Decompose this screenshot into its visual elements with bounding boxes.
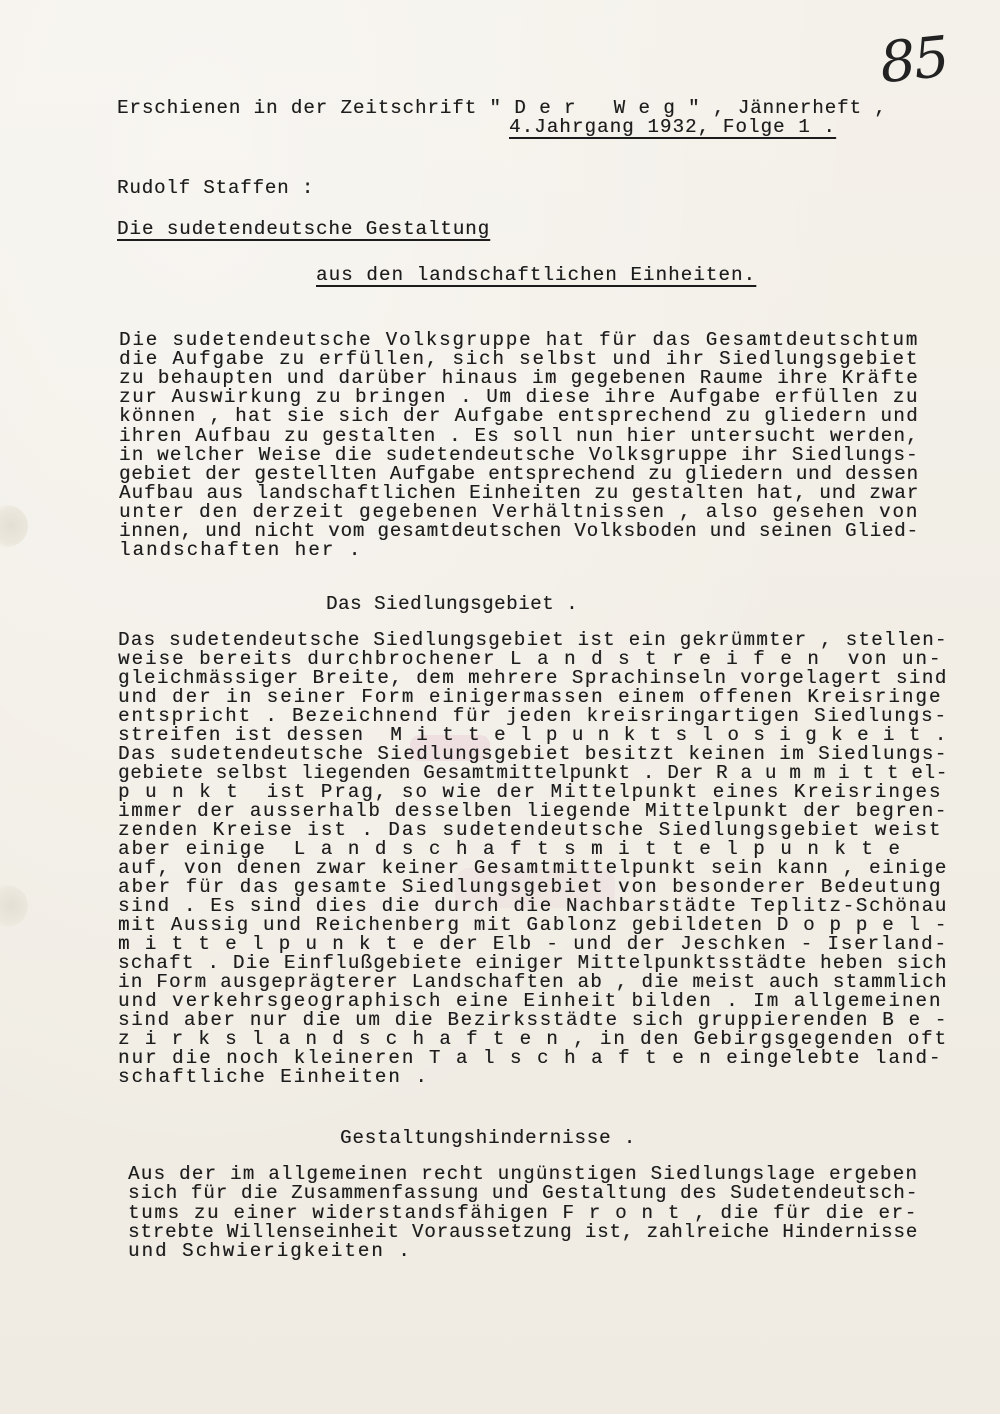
text-line: innen, und nicht vom gesamtdeutschen Volksboden und seinen Glied-: [119, 520, 919, 542]
text-line: p u n k t ist Prag, so wie der Mittelpunkt eines Kreisringes: [118, 781, 943, 803]
text-line: tums zu einer widerstandsfähigen F r o n t , die für die er-: [128, 1201, 918, 1224]
document-title-line: Die sudetendeutsche Gestaltung: [117, 218, 491, 240]
text-line: können , hat sie sich der Aufgabe entsprechend zu gliedern und: [119, 405, 920, 428]
text-line: gleichmässiger Breite, dem mehrere Sprachinseln vorgelagert sind: [118, 667, 948, 689]
section-heading: Das Siedlungsgebiet .: [326, 593, 579, 615]
text-line: die Aufgabe zu erfüllen, sich selbst und ihr Siedlungsgebiet: [119, 348, 920, 371]
text-line: gebiet der gestellten Aufgabe entsprechend zu gliedern und dessen: [119, 462, 919, 485]
text-line: z i r k s l a n d s c h a f t e n , in den Gebirgsgegenden oft: [118, 1028, 948, 1050]
section-heading: Gestaltungshindernisse .: [340, 1127, 637, 1149]
text-line: entspricht . Bezeichnend für jeden kreisringartigen Siedlungs-: [118, 705, 948, 727]
text-line: zenden Kreise ist . Das sudetendeutsche Siedlungsgebiet weist: [118, 819, 943, 841]
text-line: und Schwierigkeiten .: [128, 1240, 412, 1263]
text-line: Die sudetendeutsche Volksgruppe hat für das Gesamtdeutschtum: [119, 329, 920, 351]
text-line: aber einige L a n d s c h a f t s m i t t e l p u n k t e: [118, 838, 902, 860]
text-line: streifen ist dessen M i t t e l p u n k t s l o s i g k e i t .: [118, 724, 948, 746]
text-line: sich für die Zusammenfassung und Gestaltung des Sudetendeutsch-: [128, 1182, 919, 1205]
text-line: nur die noch kleineren T a l s c h a f t e n eingelebte land-: [118, 1047, 943, 1069]
text-line: schaft . Die Einflußgebiete einiger Mittelpunktsstädte heben sich: [118, 952, 948, 974]
text-line: sind aber nur die um die Bezirksstädte sich gruppierenden B e -: [118, 1009, 948, 1031]
text-line: ihren Aufbau zu gestalten . Es soll nun hier untersucht werden,: [119, 424, 919, 447]
text-line: in Form ausgeprägterer Landschaften ab , die meist auch stammlich: [118, 971, 948, 993]
punch-hole: [0, 885, 28, 927]
handwritten-folio-number: 85: [876, 24, 951, 97]
punch-hole: [0, 505, 28, 547]
text-line: sind . Es sind dies die durch die Nachbarstädte Teplitz-Schönau: [118, 895, 948, 917]
text-line: unter den derzeit gegebenen Verhältnissen , also gesehen von: [119, 500, 920, 523]
text-line: landschaften her .: [119, 539, 363, 562]
text-line: m i t t e l p u n k t e der Elb - und der Jeschken - Iserland-: [118, 933, 948, 955]
text-line: immer der ausserhalb desselben liegende Mittelpunkt der begren-: [118, 800, 948, 822]
text-line: in welcher Weise die sudetendeutsche Volksgruppe ihr Siedlungs-: [119, 443, 919, 466]
document-title-line: aus den landschaftlichen Einheiten.: [316, 264, 757, 286]
text-line: Das sudetendeutsche Siedlungsgebiet besitzt keinen im Siedlungs-: [118, 743, 948, 765]
text-line: schaftliche Einheiten .: [118, 1066, 429, 1088]
text-line: gebiete selbst liegenden Gesamtmittelpunkt . Der R a u m m i t t el-: [118, 762, 948, 784]
publication-note-line: Erschienen in der Zeitschrift " D e r W e g " , Jännerheft ,: [117, 97, 887, 119]
text-line: Aus der im allgemeinen recht ungünstigen Siedlungslage ergeben: [128, 1163, 919, 1185]
text-line: zu behaupten und darüber hinaus im gegebenen Raume ihre Kräfte: [119, 367, 920, 390]
text-line: strebte Willenseinheit Voraussetzung ist, zahlreiche Hindernisse: [128, 1220, 919, 1243]
text-line: Aufbau aus landschaftlichen Einheiten zu gestalten hat, und zwar: [119, 481, 920, 504]
text-line: mit Aussig und Reichenberg mit Gablonz gebildeten D o p p e l -: [118, 914, 948, 936]
text-line: zur Auswirkung zu bringen . Um diese ihre Aufgabe erfüllen zu: [119, 386, 919, 409]
text-line: auf, von denen zwar keiner Gesamtmittelpunkt sein kann , einige: [118, 857, 948, 879]
text-line: und verkehrsgeographisch eine Einheit bilden . Im allgemeinen: [118, 990, 943, 1012]
text-line: und der in seiner Form einigermassen einem offenen Kreisringe: [118, 686, 943, 708]
text-line: weise bereits durchbrochener L a n d s t r e i f e n von un-: [118, 648, 943, 670]
publication-note-line: 4.Jahrgang 1932, Folge 1 .: [509, 116, 836, 138]
text-line: aber für das gesamte Siedlungsgebiet von besonderer Bedeutung: [118, 876, 943, 898]
author-name: Rudolf Staffen :: [117, 177, 315, 199]
text-line: Das sudetendeutsche Siedlungsgebiet ist ein gekrümmter , stellen-: [118, 629, 948, 651]
